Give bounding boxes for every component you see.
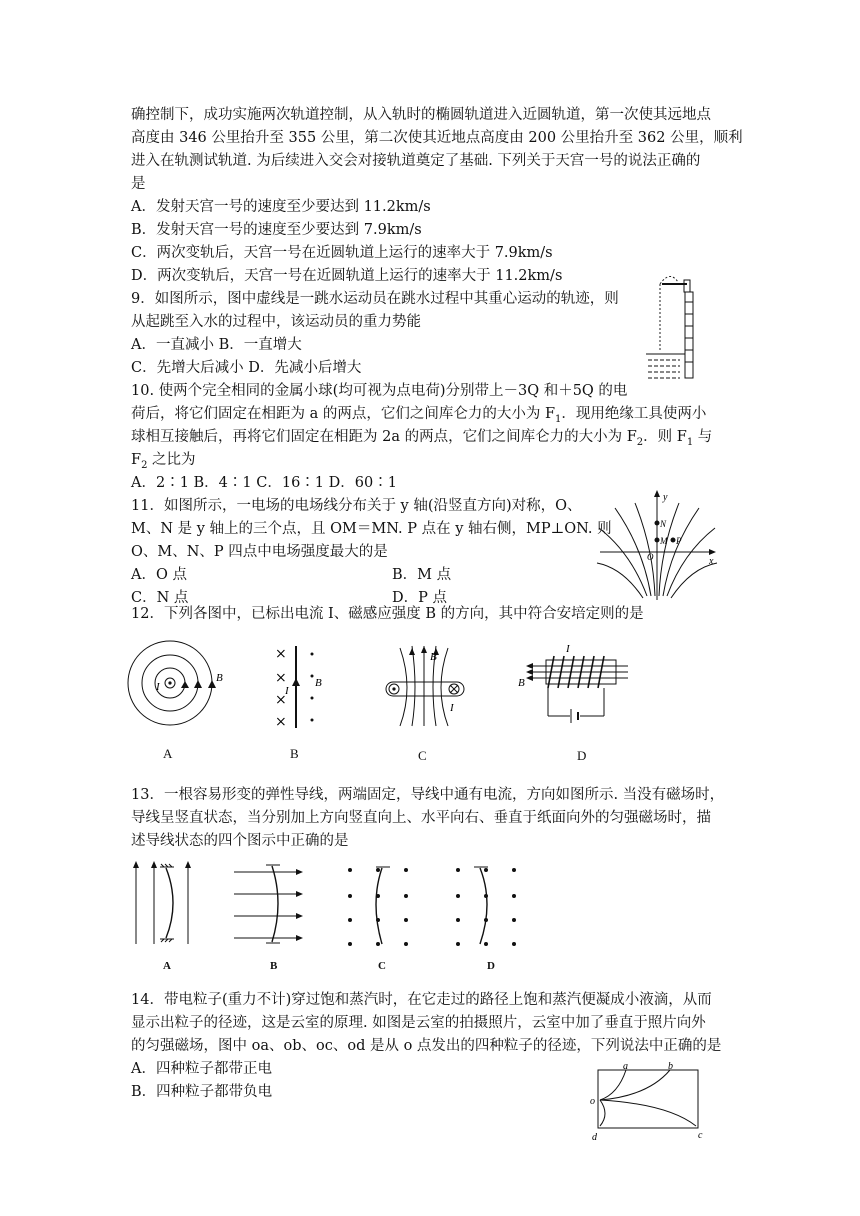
q9-options-ab: A．一直减小 B．一直增大 <box>131 337 302 353</box>
fig-label-b: b <box>668 1061 673 1072</box>
q12-label-d: D <box>577 748 587 763</box>
fig-label-n: N <box>660 519 667 529</box>
q11-option-c: C．N 点 <box>131 590 189 606</box>
figure-a <box>128 641 223 725</box>
fig-label-d: d <box>592 1132 597 1143</box>
wire-figure-c <box>348 867 408 946</box>
intro-line-1: 确控制下，成功实施两次轨道控制，从入轨时的椭圆轨道进入近圆轨道，第一次使其远地点 <box>131 107 711 123</box>
figure-c <box>386 646 464 726</box>
diving-platform-figure <box>640 270 710 385</box>
svg-text:B: B <box>430 651 437 663</box>
svg-text:B: B <box>518 677 525 689</box>
svg-text:I: I <box>450 702 454 714</box>
fig-label-x: x <box>709 556 714 567</box>
q10-line-1: 10. 使两个完全相同的金属小球(均可视为点电荷)分别带上－3Q 和＋5Q 的电 <box>131 383 628 399</box>
q13-label-b: B <box>270 960 278 972</box>
q13-line-1: 13．一根容易形变的弹性导线，两端固定，导线中通有电流，方向如图所示. 当没有磁场时， <box>131 787 725 803</box>
intro-option-a: A．发射天宫一号的速度至少要达到 11.2km/s <box>131 199 431 215</box>
q12-line-1: 12．下列各图中，已标出电流 I、磁感应强度 B 的方向，其中符合安培定则的是 <box>131 606 644 622</box>
fig-label-c: c <box>698 1130 703 1141</box>
fig-label-a: a <box>623 1061 628 1072</box>
ampere-rule-figures <box>128 638 648 730</box>
q14-line-3: 的匀强磁场，图中 oa、ob、oc、od 是从 o 点发出的四种粒子的径迹，下列说法中正确的是 <box>131 1038 722 1054</box>
q11-option-a: A．O 点 <box>131 567 187 583</box>
q12-label-c: C <box>418 748 427 763</box>
fig-label-y: y <box>663 492 668 503</box>
q10-line-2: 荷后，将它们固定在相距为 a 的两点，它们之间库仑力的大小为 $F_1$．现用绝缘工具使两小 <box>131 406 707 425</box>
q11-option-b: B．M 点 <box>392 567 452 583</box>
q9-line-2: 从起跳至入水的过程中，该运动员的重力势能 <box>131 314 421 330</box>
intro-option-d: D．两次变轨后，天宫一号在近圆轨道上运行的速率大于 11.2km/s <box>131 268 563 284</box>
electric-field-figure <box>595 488 720 600</box>
intro-line-4: 是 <box>131 176 146 192</box>
svg-text:×: × <box>275 692 287 708</box>
q13-label-a: A <box>163 960 171 972</box>
q10-line-4: $F_2$ 之比为 <box>131 452 196 471</box>
fig-label-p: P <box>676 536 682 546</box>
q9-options-cd: C．先增大后减小 D．先减小后增大 <box>131 360 362 376</box>
q11-line-2: M、N 是 y 轴上的三个点，且 OM＝MN. P 点在 y 轴右侧，MP⊥ON. 则 <box>131 521 612 537</box>
svg-text:B: B <box>216 672 223 684</box>
wire-figure-d <box>456 867 516 946</box>
svg-text:×: × <box>275 646 287 662</box>
svg-text:I: I <box>156 681 160 693</box>
fig-label-o: o <box>590 1096 595 1107</box>
q14-option-a: A．四种粒子都带正电 <box>131 1061 272 1077</box>
q11-option-d: D．P 点 <box>392 590 447 606</box>
q13-line-3: 述导线状态的四个图示中正确的是 <box>131 833 349 849</box>
fig-label-o: O <box>647 552 654 562</box>
svg-text:×: × <box>275 714 287 730</box>
q14-line-1: 14．带电粒子(重力不计)穿过饱和蒸汽时，在它走过的路径上饱和蒸汽便凝成小液滴，从而 <box>131 992 712 1008</box>
figure-b <box>275 646 322 730</box>
q12-label-a: A <box>163 746 173 761</box>
q13-label-d: D <box>487 960 495 972</box>
cloud-chamber-figure <box>588 1061 713 1143</box>
q10-line-3: 球相互接触后，再将它们固定在相距为 2a 的两点，它们之间库仑力的大小为 $F_2$．则 $F_1$ 与 <box>131 429 713 448</box>
intro-line-2: 高度由 346 公里抬升至 355 公里，第二次使其近地点高度由 200 公里抬升至 362 公里，顺利 <box>131 130 743 146</box>
intro-option-c: C．两次变轨后，天宫一号在近圆轨道上运行的速率大于 7.9km/s <box>131 245 553 261</box>
svg-text:B: B <box>315 677 322 689</box>
q14-line-2: 显示出粒子的径迹，这是云室的原理. 如图是云室的拍摄照片，云室中加了垂直于照片向外 <box>131 1015 706 1031</box>
q11-line-1: 11．如图所示，一电场的电场线分布关于 y 轴(沿竖直方向)对称，O、 <box>131 498 582 514</box>
svg-text:I: I <box>285 685 289 697</box>
q14-option-b: B．四种粒子都带负电 <box>131 1084 273 1100</box>
elastic-wire-figures <box>128 858 528 950</box>
q9-line-1: 9．如图所示，图中虚线是一跳水运动员在跳水过程中其重心运动的轨迹，则 <box>131 291 619 307</box>
fig-label-m: M <box>660 536 668 546</box>
q11-line-3: O、M、N、P 四点中电场强度最大的是 <box>131 544 388 560</box>
q13-label-c: C <box>378 960 386 972</box>
intro-line-3: 进入在轨测试轨道. 为后续进入交会对接轨道奠定了基础. 下列关于天宫一号的说法正确的 <box>131 153 701 169</box>
svg-text:×: × <box>275 670 287 686</box>
q10-options: A．2∶1 B．4∶1 C．16∶1 D．60∶1 <box>131 475 397 491</box>
wire-figure-b <box>234 865 303 943</box>
q13-line-2: 导线呈竖直状态，当分别加上方向竖直向上、水平向右、垂直于纸面向外的匀强磁场时，描 <box>131 810 711 826</box>
q12-label-b: B <box>290 746 299 761</box>
intro-option-b: B．发射天宫一号的速度至少要达到 7.9km/s <box>131 222 422 238</box>
svg-text:I: I <box>566 643 570 655</box>
wire-figure-a <box>133 861 191 944</box>
figure-d <box>518 643 628 723</box>
